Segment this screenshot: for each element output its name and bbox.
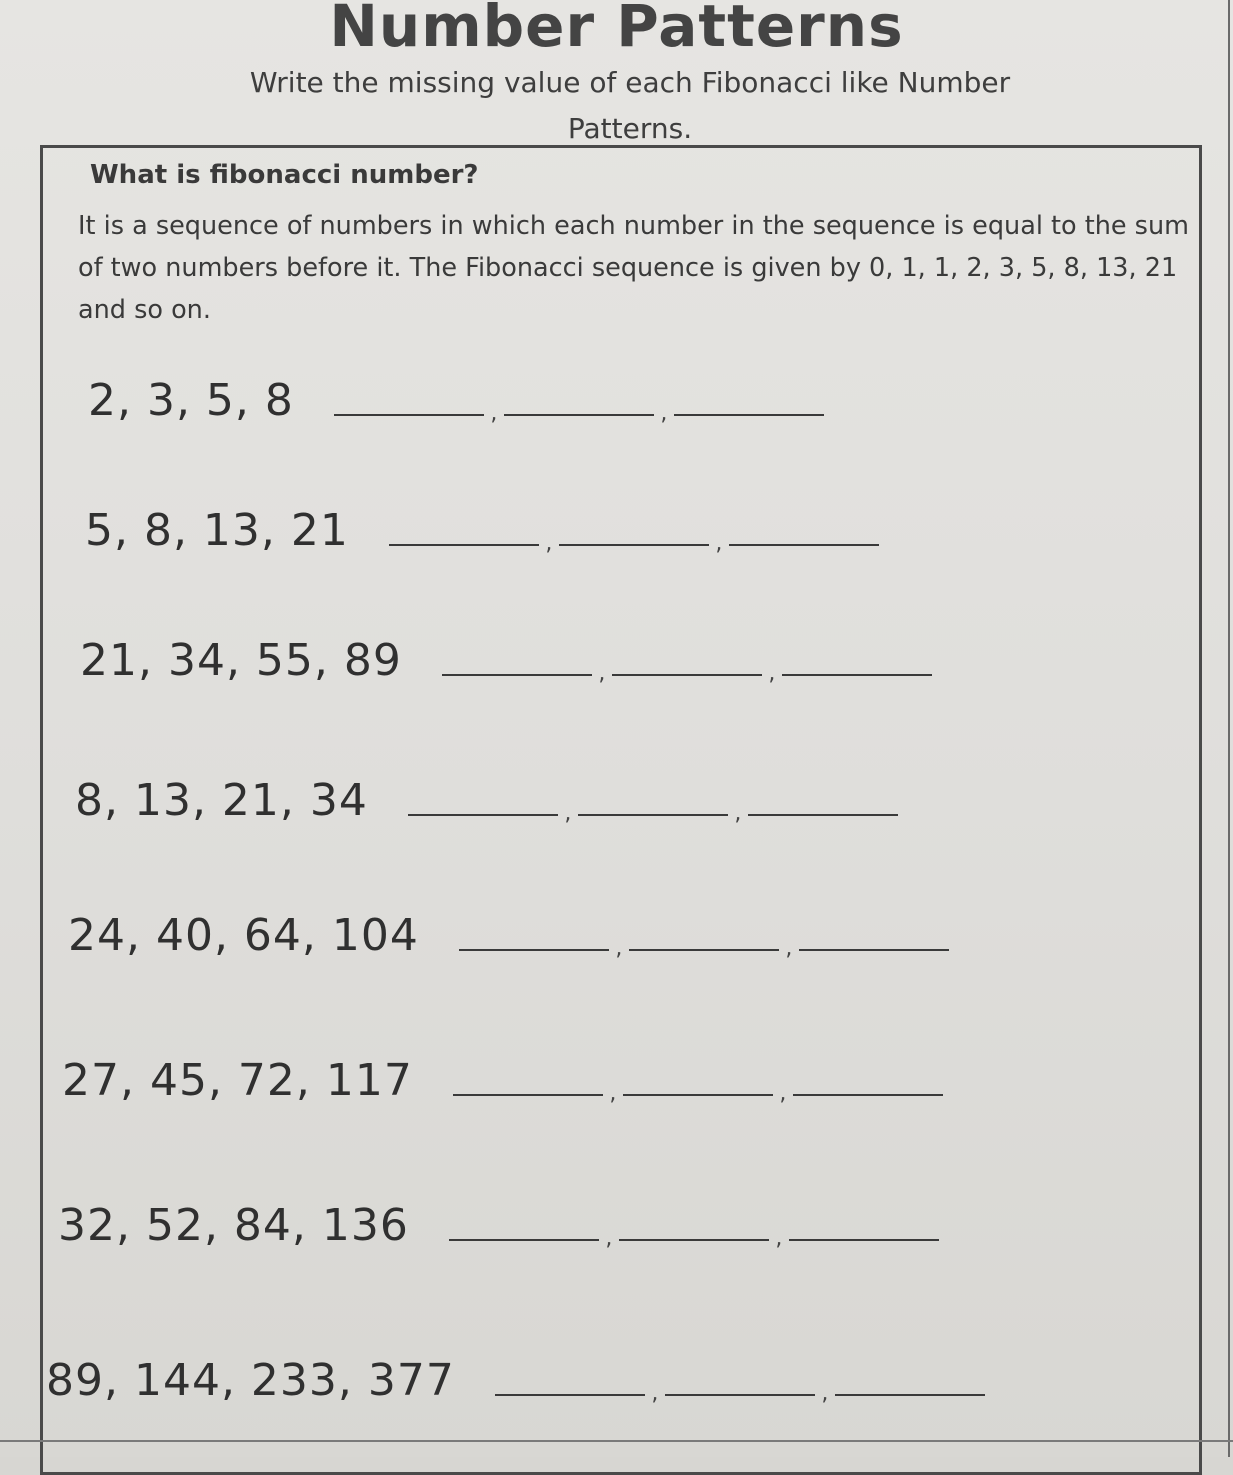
- answer-blank-1[interactable]: [459, 949, 609, 951]
- pattern-sequence: 21, 34, 55, 89: [80, 635, 402, 686]
- answer-blank-2[interactable]: [504, 414, 654, 416]
- blank-separator: ,: [779, 1081, 787, 1106]
- pattern-row-3: [80, 635, 932, 686]
- blank-separator: ,: [768, 661, 776, 686]
- blank-separator: ,: [734, 801, 742, 826]
- answer-blank-1[interactable]: [449, 1239, 599, 1241]
- pattern-row-1: [88, 375, 824, 426]
- blank-separator: ,: [660, 401, 668, 426]
- answer-blank-1[interactable]: [389, 544, 539, 546]
- answer-blank-3[interactable]: [674, 414, 824, 416]
- pattern-row-4: [75, 775, 898, 826]
- pattern-row-7: [58, 1200, 939, 1251]
- pattern-sequence: 27, 45, 72, 117: [62, 1055, 413, 1106]
- pattern-row-5: [68, 910, 949, 961]
- answer-blank-1[interactable]: [495, 1394, 645, 1396]
- answer-blank-2[interactable]: [612, 674, 762, 676]
- answer-blank-2[interactable]: [559, 544, 709, 546]
- answer-blank-3[interactable]: [748, 814, 898, 816]
- blank-separator: ,: [564, 801, 572, 826]
- blank-separator: ,: [651, 1381, 659, 1406]
- pattern-row-2: [85, 505, 879, 556]
- pattern-sequence: 2, 3, 5, 8: [88, 375, 294, 426]
- page-title: Number Patterns: [329, 0, 904, 60]
- answer-blank-1[interactable]: [408, 814, 558, 816]
- answer-blank-2[interactable]: [623, 1094, 773, 1096]
- blank-separator: ,: [605, 1226, 613, 1251]
- answer-blank-3[interactable]: [835, 1394, 985, 1396]
- answer-blank-3[interactable]: [729, 544, 879, 546]
- definition-text: It is a sequence of numbers in which each number in the sequence is equal to the sum of two numbers before it. The Fibonacci sequence is given by 0, 1, 1, 2, 3, 5, 8, 13, 21 and so on.: [78, 211, 1189, 325]
- pattern-row-6: [62, 1055, 943, 1106]
- blank-separator: ,: [775, 1226, 783, 1251]
- blank-separator: ,: [821, 1381, 829, 1406]
- pattern-row-8: [46, 1355, 985, 1406]
- pattern-sequence: 8, 13, 21, 34: [75, 775, 368, 826]
- blank-separator: ,: [598, 661, 606, 686]
- answer-blank-3[interactable]: [793, 1094, 943, 1096]
- answer-blank-3[interactable]: [799, 949, 949, 951]
- pattern-sequence: 89, 144, 233, 377: [46, 1355, 455, 1406]
- pattern-sequence: 24, 40, 64, 104: [68, 910, 419, 961]
- answer-blank-2[interactable]: [629, 949, 779, 951]
- pattern-sequence: 32, 52, 84, 136: [58, 1200, 409, 1251]
- answer-blank-2[interactable]: [619, 1239, 769, 1241]
- blank-separator: ,: [490, 401, 498, 426]
- instruction-text: Write the missing value of each Fibonacci like Number Patterns.: [249, 66, 1011, 145]
- answer-blank-2[interactable]: [578, 814, 728, 816]
- answer-blank-1[interactable]: [453, 1094, 603, 1096]
- blank-separator: ,: [545, 531, 553, 556]
- answer-blank-2[interactable]: [665, 1394, 815, 1396]
- pattern-sequence: 5, 8, 13, 21: [85, 505, 349, 556]
- blank-separator: ,: [609, 1081, 617, 1106]
- blank-separator: ,: [615, 936, 623, 961]
- definition-question: What is fibonacci number?: [90, 160, 479, 190]
- answer-blank-1[interactable]: [334, 414, 484, 416]
- blank-separator: ,: [715, 531, 723, 556]
- page-edge-line: [1228, 0, 1230, 1457]
- answer-blank-3[interactable]: [789, 1239, 939, 1241]
- answer-blank-1[interactable]: [442, 674, 592, 676]
- answer-blank-3[interactable]: [782, 674, 932, 676]
- blank-separator: ,: [785, 936, 793, 961]
- page-bottom-edge: [0, 1440, 1233, 1442]
